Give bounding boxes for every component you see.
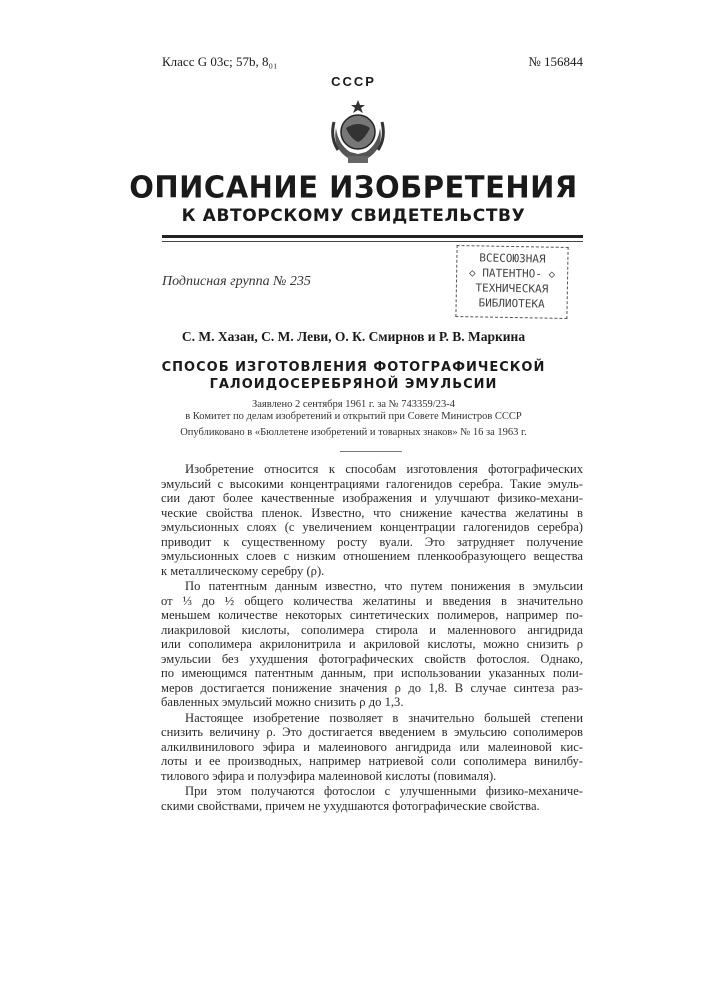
authors: С. М. Хазан, С. М. Леви, О. К. Смирнов и Р. В. Маркина (0, 329, 707, 345)
filing-committee: в Комитет по делам изобретений и открытий при Совете Министров СССР (0, 411, 707, 422)
text-line: снизить величину ρ. Это достигается введением в эмульсию сополимеров (161, 725, 583, 740)
text-line: по имеющимся патентным данным, при использовании указанных поли- (161, 666, 583, 681)
stamp-line: ◇ ПАТЕНТНО- ◇ (457, 265, 567, 282)
text-line: приводит к существенному росту вуали. Это затрудняет получение (161, 535, 583, 550)
text-line: от ⅓ до ½ общего количества желатины и введения в значительно (161, 594, 583, 609)
subscription-group: Подписная группа № 235 (162, 274, 311, 290)
paragraph (161, 711, 583, 784)
text-line: к металлическому серебру (ρ). (161, 564, 583, 579)
text-line: эмульсионных слоев с низким отношением пленкообразующего вещества (161, 549, 583, 564)
invention-title-line: СПОСОБ ИЗГОТОВЛЕНИЯ ФОТОГРАФИЧЕСКОЙ (0, 360, 707, 375)
text-line: лиакриловой кислоты, сополимера стирола и маленнового ангидрида (161, 623, 583, 638)
text-line: эмульсии без ухудшения фотографических свойств фотослоя. Однако, (161, 652, 583, 667)
document-subtitle: К АВТОРСКОМУ СВИДЕТЕЛЬСТВУ (0, 206, 707, 226)
text-line: тилового эфира и полуэфира малеиновой кислоты (повималя). (161, 769, 583, 784)
text-line: эмульсионных слоях (с увеличением концентрации галогенидов серебра) (161, 520, 583, 535)
stamp-line: БИБЛИОТЕКА (457, 295, 567, 312)
stamp-line: ВСЕСОЮЗНАЯ (457, 250, 567, 267)
paragraph (161, 462, 583, 578)
country-label: СССР (0, 74, 707, 89)
filing-date: Заявлено 2 сентября 1961 г. за № 743359/23-4 (0, 399, 707, 410)
text-line: или сополимера акрилонитрила и акриловой кислоты, можно снизить ρ (161, 637, 583, 652)
ussr-emblem-icon (328, 98, 388, 166)
document-title: ОПИСАНИЕ ИЗОБРЕТЕНИЯ (0, 169, 707, 205)
description-body (161, 462, 583, 814)
paragraph (161, 784, 583, 813)
classification: Класс G 03c; 57b, 8₀₁ (162, 54, 278, 70)
text-line: алкилвинилового эфира и малеинового ангидрида или малеиновой кис- (161, 740, 583, 755)
text-line: По патентным данным известно, что путем понижения в эмульсии (161, 579, 583, 594)
header-rule-thin (162, 241, 583, 242)
publication-info: Опубликовано в «Бюллетене изобретений и товарных знаков» № 16 за 1963 г. (0, 427, 707, 438)
header-rule (162, 235, 583, 238)
library-stamp (455, 245, 568, 319)
invention-title-line: ГАЛОИДОСЕРЕБРЯНОЙ ЭМУЛЬСИИ (0, 377, 707, 392)
text-line: сии дают более качественные изображения и улучшают физико-механи- (161, 491, 583, 506)
text-line: При этом получаются фотослои с улучшенными физико-механиче- (161, 784, 583, 799)
separator (340, 451, 402, 452)
text-line: лоты и ее производных, например натриевой соли сополимера винилбу- (161, 754, 583, 769)
text-line: ческие свойства пленок. Известно, что снижение качества желатины в (161, 506, 583, 521)
text-line: Настоящее изобретение позволяет в значительно большей степени (161, 711, 583, 726)
stamp-line: ТЕХНИЧЕСКАЯ (457, 280, 567, 297)
text-line: бавленных эмульсий можно снизить ρ до 1,3. (161, 695, 583, 710)
text-line: скими свойствами, причем не ухудшаются фотографические свойства. (161, 799, 583, 814)
patent-number: № 156844 (528, 54, 583, 70)
text-line: эмульсий с высокими концентрациями галогенидов серебра. Такие эмуль- (161, 477, 583, 492)
text-line: меров достигается понижение значения ρ до 1,8. В случае синтеза раз- (161, 681, 583, 696)
paragraph (161, 579, 583, 710)
text-line: меньшем количестве некоторых синтетических полимеров, например по- (161, 608, 583, 623)
text-line: Изобретение относится к способам изготовления фотографических (161, 462, 583, 477)
